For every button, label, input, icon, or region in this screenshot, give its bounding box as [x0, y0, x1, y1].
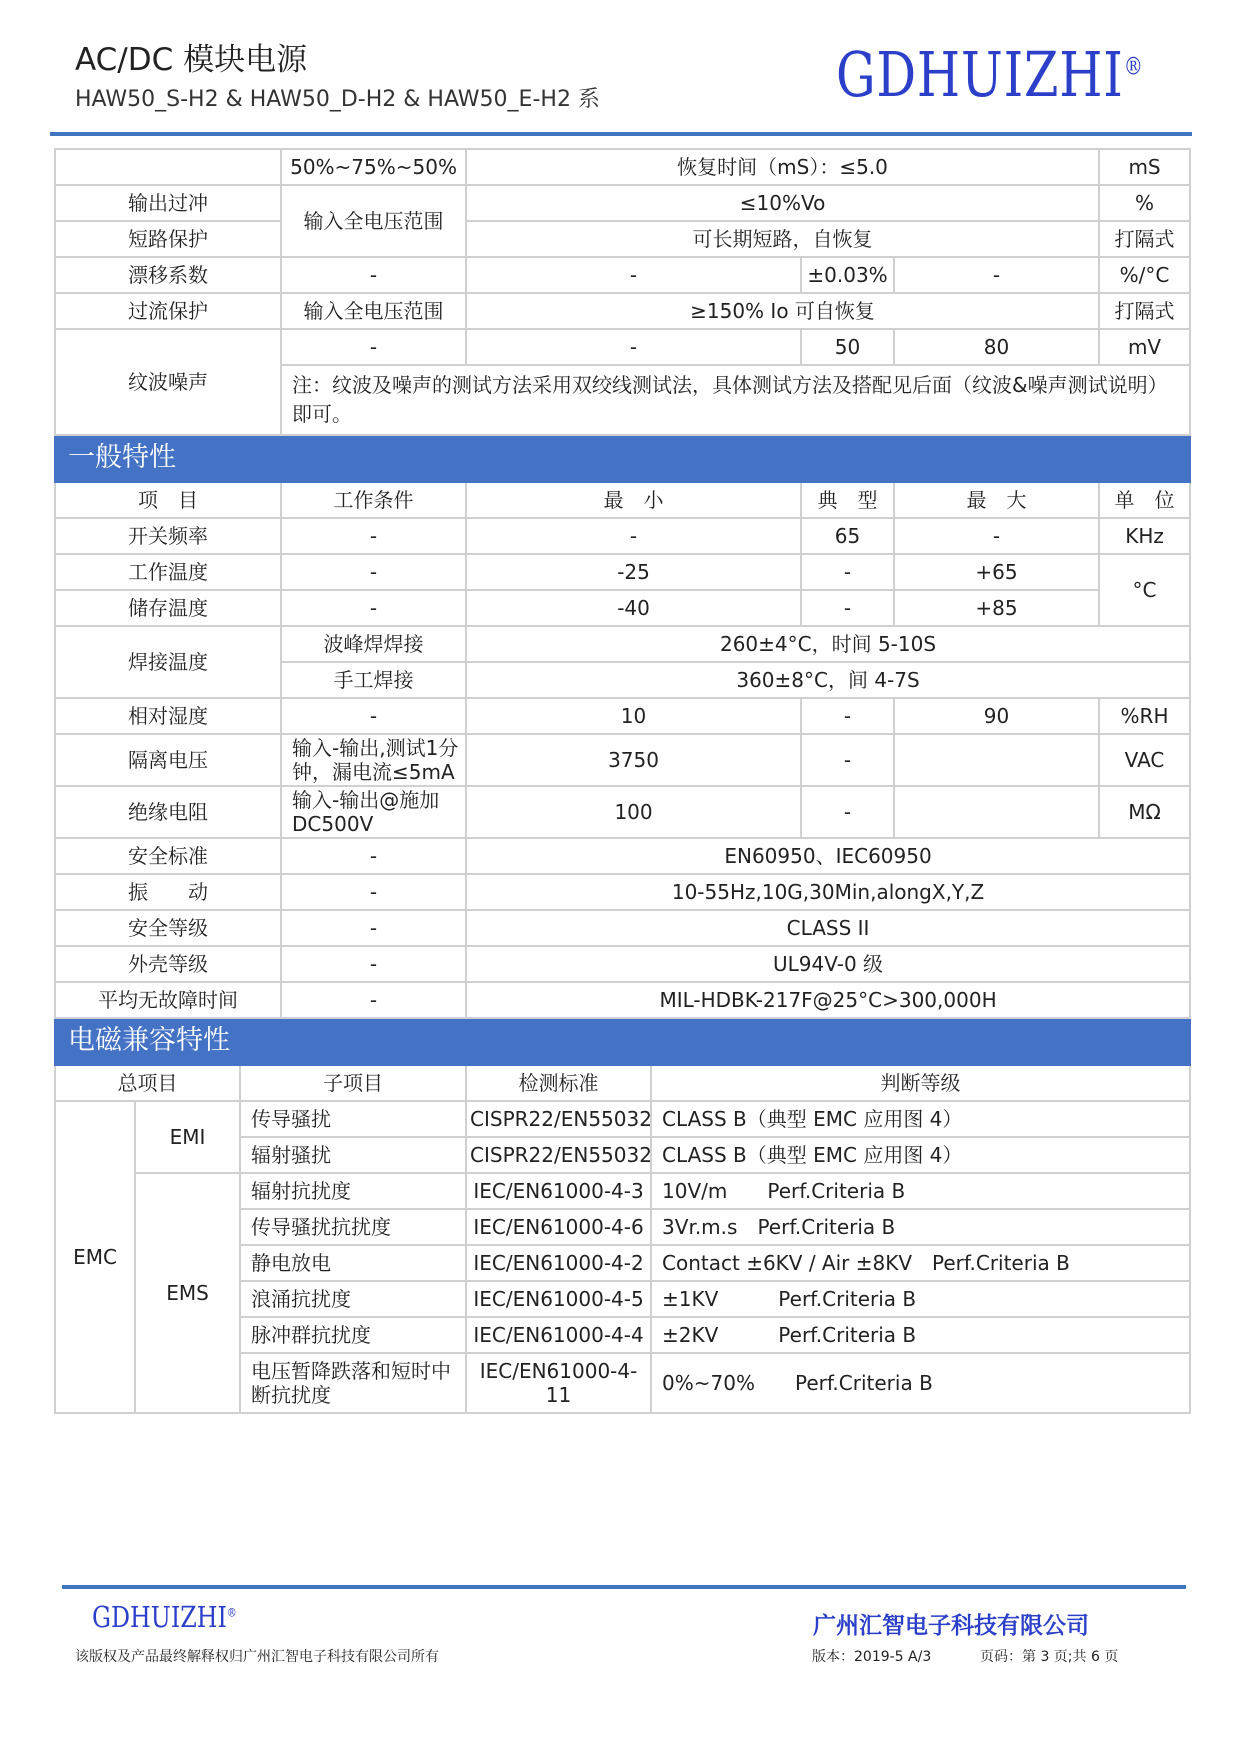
item-cell: 平均无故障时间: [55, 982, 281, 1018]
level-cell: Contact ±6KV / Air ±8KV Perf.Criteria B: [651, 1245, 1190, 1281]
value-cell: 260±4°C，时间 5-10S: [466, 626, 1190, 662]
item-cell: 短路保护: [55, 221, 281, 257]
cond-cell: -: [281, 982, 466, 1018]
item-cell: 漂移系数: [55, 257, 281, 293]
item-cell: 焊接温度: [55, 626, 281, 698]
col-header: 典 型: [801, 482, 894, 518]
min-cell: 10: [466, 698, 801, 734]
section-header-emc: [55, 1018, 1190, 1065]
item-cell: 绝缘电阻: [55, 786, 281, 838]
unit-cell: mS: [1099, 149, 1190, 185]
std-cell: IEC/EN61000-4-3: [466, 1173, 651, 1209]
cond-cell: -: [281, 910, 466, 946]
footer-company: 广州汇智电子科技有限公司: [813, 1613, 1089, 1639]
sub-item-cell: 辐射骚扰: [240, 1137, 466, 1173]
table-row: [55, 590, 1190, 626]
cond-cell: -: [281, 554, 466, 590]
emc-group-cell: EMC: [55, 1101, 135, 1413]
table-row: [55, 257, 1190, 293]
doc-title: AC/DC 模块电源: [75, 42, 308, 78]
unit-cell: %/°C: [1099, 257, 1190, 293]
registered-mark: ®: [1124, 52, 1144, 81]
value-cell: CLASS II: [466, 910, 1190, 946]
brand-logo: [836, 38, 1144, 111]
typ-cell: -: [801, 786, 894, 838]
col-header: 工作条件: [281, 482, 466, 518]
item-cell: 纹波噪声: [55, 329, 281, 435]
col-header: 最 大: [894, 482, 1099, 518]
std-cell: CISPR22/EN55032: [466, 1101, 651, 1137]
sub-item-cell: 传导骚扰抗扰度: [240, 1209, 466, 1245]
max-cell: [894, 734, 1099, 786]
section-header-general: [55, 435, 1190, 482]
item-cell: 开关频率: [55, 518, 281, 554]
max-cell: -: [894, 257, 1099, 293]
item-cell: 振 动: [55, 874, 281, 910]
level-cell: 3Vr.m.s Perf.Criteria B: [651, 1209, 1190, 1245]
typ-cell: -: [801, 734, 894, 786]
std-cell: IEC/EN61000-4-4: [466, 1317, 651, 1353]
footer-version: 版本：2019-5 A/3: [812, 1649, 932, 1665]
std-cell: CISPR22/EN55032: [466, 1137, 651, 1173]
cond-cell: -: [281, 838, 466, 874]
typ-cell: ±0.03%: [801, 257, 894, 293]
max-cell: 80: [894, 329, 1099, 365]
item-cell: 工作温度: [55, 554, 281, 590]
footer-divider: [62, 1585, 1186, 1589]
cond-cell: -: [281, 590, 466, 626]
value-cell: 360±8°C，间 4-7S: [466, 662, 1190, 698]
cond-cell: 输入全电压范围: [281, 185, 466, 257]
value-cell: MIL-HDBK-217F@25°C>300,000H: [466, 982, 1190, 1018]
min-cell: -40: [466, 590, 801, 626]
value-cell: 10-55Hz,10G,30Min,alongX,Y,Z: [466, 874, 1190, 910]
footer-registered-mark: ®: [226, 1605, 237, 1620]
value-cell: 恢复时间（mS）：≤5.0: [466, 149, 1099, 185]
table-row: [55, 946, 1190, 982]
sub-item-cell: 传导骚扰: [240, 1101, 466, 1137]
unit-cell: VAC: [1099, 734, 1190, 786]
item-cell: 外壳等级: [55, 946, 281, 982]
max-cell: -: [894, 518, 1099, 554]
max-cell: 90: [894, 698, 1099, 734]
item-cell: [55, 149, 281, 185]
value-cell: ≤10%Vo: [466, 185, 1099, 221]
value-cell: UL94V-0 级: [466, 946, 1190, 982]
level-cell: 0%~70% Perf.Criteria B: [651, 1353, 1190, 1413]
cond-cell: -: [281, 698, 466, 734]
footer-rights: 该版权及产品最终解释权归广州汇智电子科技有限公司所有: [75, 1649, 439, 1665]
cond-cell: 手工焊接: [281, 662, 466, 698]
footer-brand-logo: [92, 1600, 237, 1634]
table-row: [55, 329, 1190, 365]
section-title: 一般特性: [55, 435, 1190, 482]
cond-cell: 波峰焊焊接: [281, 626, 466, 662]
col-header: 项 目: [55, 482, 281, 518]
table-row: [55, 1101, 1190, 1137]
max-cell: +65: [894, 554, 1099, 590]
unit-cell: mV: [1099, 329, 1190, 365]
header-divider: [50, 132, 1192, 136]
min-cell: 3750: [466, 734, 801, 786]
table-row: [55, 786, 1190, 838]
level-cell: 10V/m Perf.Criteria B: [651, 1173, 1190, 1209]
table-row: [55, 149, 1190, 185]
table-row: [55, 874, 1190, 910]
value-cell: ≥150% Io 可自恢复: [466, 293, 1099, 329]
footer-page-number: 页码：第 3 页;共 6 页: [980, 1649, 1119, 1665]
unit-cell: MΩ: [1099, 786, 1190, 838]
min-cell: -: [466, 329, 801, 365]
level-cell: ±2KV Perf.Criteria B: [651, 1317, 1190, 1353]
sub-item-cell: 静电放电: [240, 1245, 466, 1281]
col-header: 总项目: [55, 1065, 240, 1101]
table-row: [55, 698, 1190, 734]
min-cell: -: [466, 518, 801, 554]
col-header: 判断等级: [651, 1065, 1190, 1101]
section-title: 电磁兼容特性: [55, 1018, 1190, 1065]
std-cell: IEC/EN61000-4-11: [466, 1353, 651, 1413]
table-row: [55, 518, 1190, 554]
table-row: [55, 1173, 1190, 1209]
ems-cell: EMS: [135, 1173, 240, 1413]
col-header: 子项目: [240, 1065, 466, 1101]
cond-cell: -: [281, 946, 466, 982]
doc-subtitle: HAW50_S-H2 & HAW50_D-H2 & HAW50_E-H2 系: [75, 87, 600, 112]
cond-cell: 50%~75%~50%: [281, 149, 466, 185]
sub-item-cell: 电压暂降跌落和短时中断抗扰度: [240, 1353, 466, 1413]
sub-item-cell: 脉冲群抗扰度: [240, 1317, 466, 1353]
table-row: [55, 185, 1190, 221]
table-row: [55, 734, 1190, 786]
max-cell: +85: [894, 590, 1099, 626]
cond-cell: 输入全电压范围: [281, 293, 466, 329]
cond-cell: -: [281, 874, 466, 910]
cond-cell: -: [281, 257, 466, 293]
std-cell: IEC/EN61000-4-6: [466, 1209, 651, 1245]
std-cell: IEC/EN61000-4-5: [466, 1281, 651, 1317]
cond-cell: 输入-输出@施加DC500V: [281, 786, 466, 838]
col-header: 检测标准: [466, 1065, 651, 1101]
table-row: [55, 982, 1190, 1018]
unit-cell: 打隔式: [1099, 293, 1190, 329]
unit-cell: °C: [1099, 554, 1190, 626]
emi-cell: EMI: [135, 1101, 240, 1173]
unit-cell: 打隔式: [1099, 221, 1190, 257]
unit-cell: KHz: [1099, 518, 1190, 554]
table-header-row: [55, 1065, 1190, 1101]
table-row: [55, 293, 1190, 329]
brand-name: GDHUIZHI: [836, 38, 1124, 111]
typ-cell: -: [801, 590, 894, 626]
item-cell: 安全标准: [55, 838, 281, 874]
table-row: [55, 554, 1190, 590]
table-row: [55, 221, 1190, 257]
cond-cell: 输入-输出,测试1分钟，漏电流≤5mA: [281, 734, 466, 786]
cond-cell: -: [281, 518, 466, 554]
table-row: [55, 626, 1190, 662]
col-header: 单 位: [1099, 482, 1190, 518]
footer-brand-name: GDHUIZHI: [92, 1600, 227, 1634]
level-cell: ±1KV Perf.Criteria B: [651, 1281, 1190, 1317]
item-cell: 输出过冲: [55, 185, 281, 221]
min-cell: -: [466, 257, 801, 293]
level-cell: CLASS B（典型 EMC 应用图 4）: [651, 1101, 1190, 1137]
min-cell: 100: [466, 786, 801, 838]
ripple-note: 注：纹波及噪声的测试方法采用双绞线测试法，具体测试方法及搭配见后面（纹波&噪声测试说明）即可。: [281, 365, 1190, 435]
min-cell: -25: [466, 554, 801, 590]
unit-cell: %: [1099, 185, 1190, 221]
item-cell: 过流保护: [55, 293, 281, 329]
table-header-row: [55, 482, 1190, 518]
sub-item-cell: 浪涌抗扰度: [240, 1281, 466, 1317]
typ-cell: -: [801, 554, 894, 590]
typ-cell: 50: [801, 329, 894, 365]
item-cell: 隔离电压: [55, 734, 281, 786]
table-row: [55, 838, 1190, 874]
table-row: [55, 910, 1190, 946]
std-cell: IEC/EN61000-4-2: [466, 1245, 651, 1281]
col-header: 最 小: [466, 482, 801, 518]
unit-cell: %RH: [1099, 698, 1190, 734]
item-cell: 相对湿度: [55, 698, 281, 734]
cond-cell: -: [281, 329, 466, 365]
level-cell: CLASS B（典型 EMC 应用图 4）: [651, 1137, 1190, 1173]
item-cell: 安全等级: [55, 910, 281, 946]
sub-item-cell: 辐射抗扰度: [240, 1173, 466, 1209]
value-cell: 可长期短路，自恢复: [466, 221, 1099, 257]
item-cell: 储存温度: [55, 590, 281, 626]
typ-cell: 65: [801, 518, 894, 554]
spec-table: [54, 148, 1191, 1414]
max-cell: [894, 786, 1099, 838]
value-cell: EN60950、IEC60950: [466, 838, 1190, 874]
typ-cell: -: [801, 698, 894, 734]
